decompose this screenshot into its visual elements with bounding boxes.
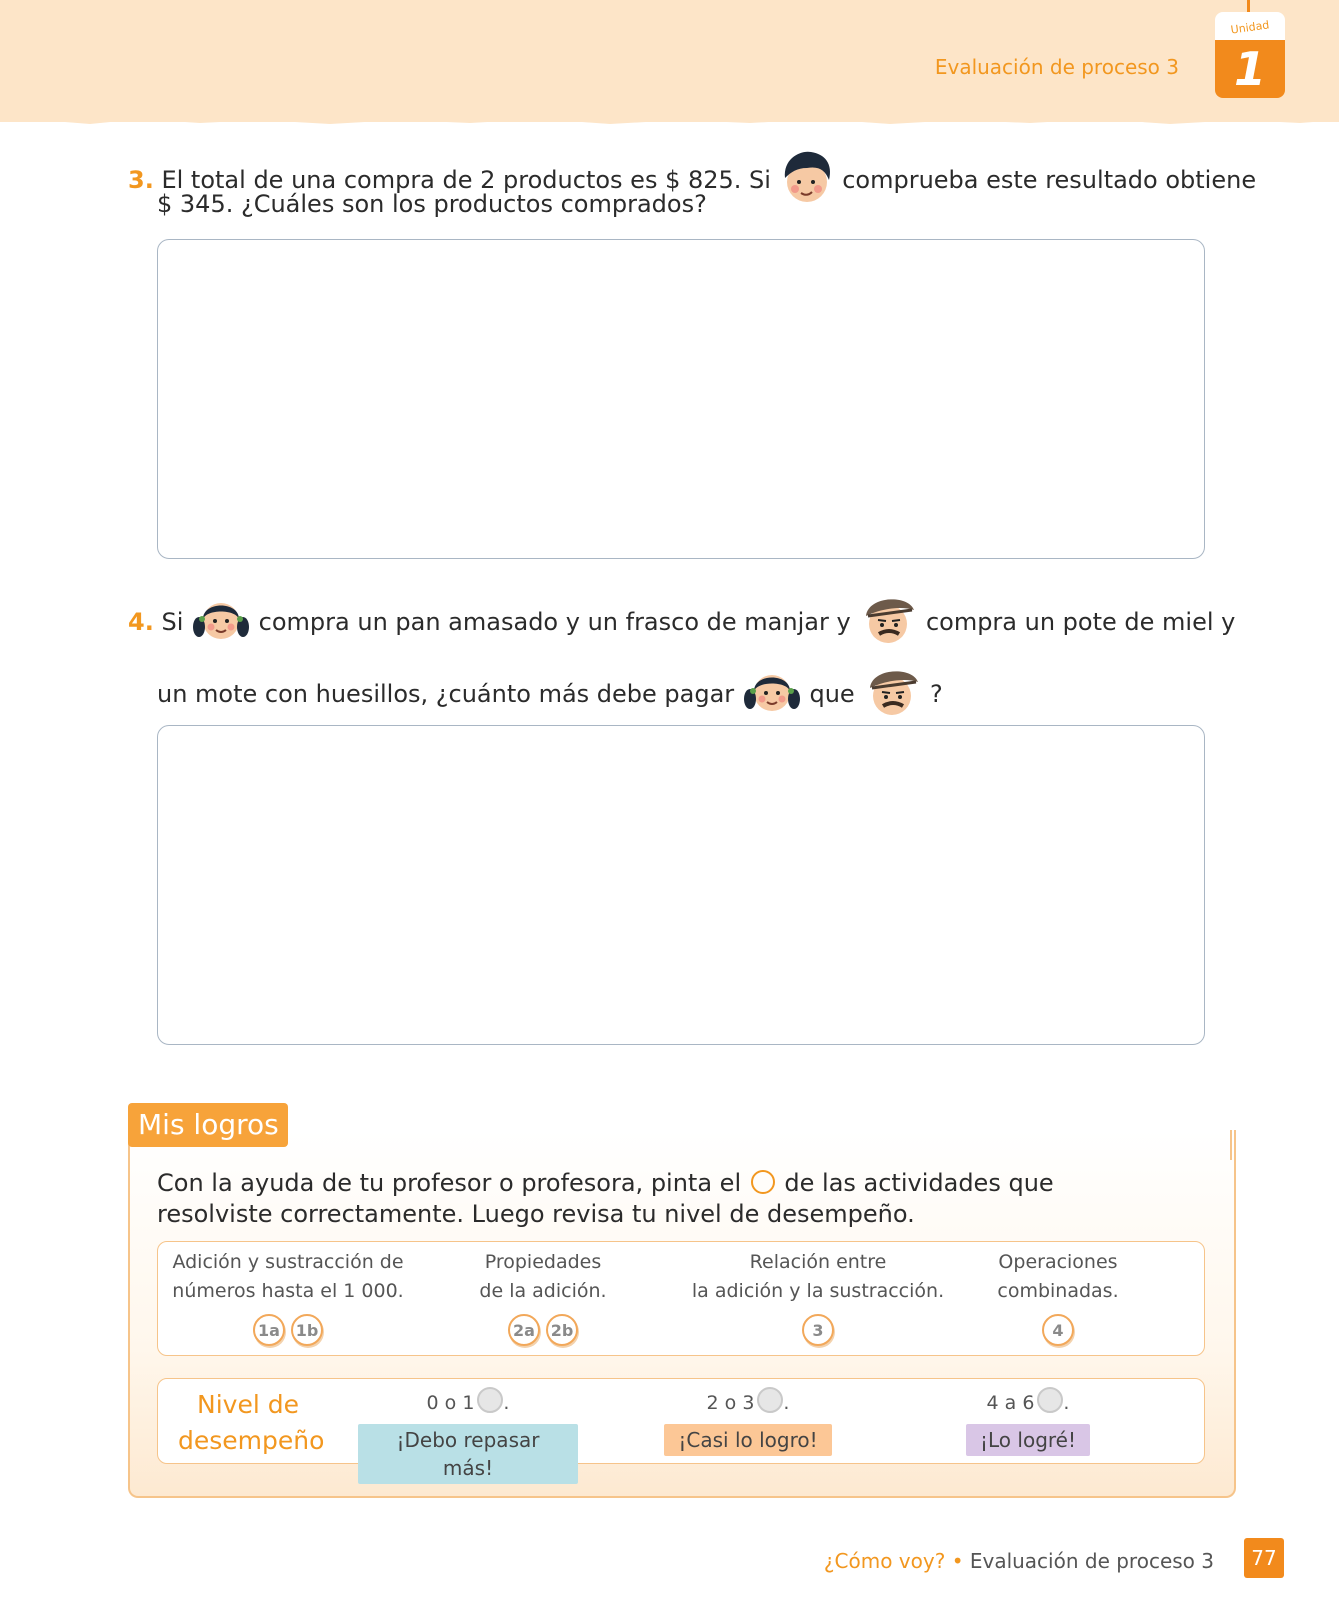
- skill-2-line-2: de la adición.: [479, 1280, 607, 1302]
- level-high-message: ¡Lo logré!: [966, 1424, 1090, 1456]
- question-3-text-b: comprueba este resultado obtiene: [842, 166, 1257, 194]
- page-number: 77: [1244, 1538, 1284, 1578]
- logros-badge: Mis logros: [128, 1103, 288, 1147]
- level-mid-range: 2 o 3: [706, 1392, 755, 1414]
- torn-edge: [0, 112, 1339, 132]
- footer-separator: •: [951, 1549, 964, 1573]
- question-4-text-c: compra un pote de miel y: [925, 608, 1236, 636]
- unit-label: Unidad: [1229, 18, 1271, 37]
- question-3-number: 3.: [128, 166, 154, 194]
- skill-3-line-1: Relación entre: [749, 1251, 887, 1273]
- level-low: 0 o 1 . ¡Debo repasar más!: [358, 1387, 578, 1484]
- level-label-line-1: Nivel de: [197, 1390, 299, 1419]
- section-title: Evaluación de proceso 3: [934, 55, 1179, 79]
- skills-box: [157, 1241, 1205, 1356]
- skill-3-line-2: la adición y la sustracción.: [691, 1280, 945, 1302]
- activity-circle-1a[interactable]: 1a: [253, 1314, 285, 1346]
- skill-4-line-1: Operaciones: [998, 1251, 1118, 1273]
- question-4-text-d: un mote con huesillos, ¿cuánto más debe pagar: [157, 680, 735, 708]
- skill-1: [158, 1248, 418, 1346]
- logros-instruction: [157, 1168, 1157, 1230]
- level-label-line-2: desempeño: [178, 1426, 325, 1455]
- question-4-text-a: Si: [161, 608, 184, 636]
- level-mid-message: ¡Casi lo logro!: [664, 1424, 831, 1456]
- footer: [824, 1549, 1214, 1573]
- question-4-number: 4.: [128, 608, 154, 636]
- question-4-line-1: [128, 590, 1235, 656]
- activity-circle-1b[interactable]: 1b: [291, 1314, 323, 1346]
- logros-frame-edge: [1230, 1130, 1232, 1160]
- skill-2: [428, 1248, 658, 1346]
- skill-4-line-2: combinadas.: [997, 1280, 1119, 1302]
- question-4-text-b: compra un pan amasado y un frasco de manjar y: [258, 608, 851, 636]
- question-3-text-a: El total de una compra de 2 productos es $ 825. Si: [161, 166, 771, 194]
- logros-instruction-a: Con la ayuda de tu profesor o profesora, pinta el: [157, 1169, 742, 1197]
- girl-face-icon: [742, 665, 802, 725]
- scribble-circle-icon: [757, 1387, 783, 1413]
- activity-circle-2a[interactable]: 2a: [508, 1314, 540, 1346]
- footer-section: ¿Cómo voy?: [823, 1549, 946, 1573]
- level-label: [178, 1387, 325, 1459]
- man-face-icon: [858, 590, 918, 656]
- level-low-message: ¡Debo repasar más!: [358, 1424, 578, 1484]
- answer-box-3[interactable]: [157, 239, 1205, 559]
- level-low-range: 0 o 1: [426, 1392, 475, 1414]
- unit-number: 1: [1233, 42, 1266, 96]
- boy-face-icon: [779, 148, 835, 214]
- skill-3: [668, 1248, 968, 1346]
- question-3-line-2: $ 345. ¿Cuáles son los productos comprados?: [157, 190, 707, 218]
- question-4-text-e: que: [809, 680, 855, 708]
- logros-instruction-b: de las actividades que resolviste correctamente. Luego revisa tu nivel de desempeño.: [157, 1169, 1054, 1228]
- circle-icon: [751, 1170, 775, 1194]
- activity-circle-4[interactable]: 4: [1042, 1314, 1074, 1346]
- answer-box-4[interactable]: [157, 725, 1205, 1045]
- question-4-text-f: ?: [929, 680, 943, 708]
- man-face-icon: [862, 662, 922, 728]
- footer-title: Evaluación de proceso 3: [969, 1549, 1214, 1573]
- unit-tab: [1215, 12, 1285, 98]
- girl-face-icon: [191, 593, 251, 653]
- level-mid: 2 o 3 . ¡Casi lo logro!: [638, 1387, 858, 1456]
- level-box: [157, 1378, 1205, 1480]
- skill-1-line-1: Adición y sustracción de: [172, 1251, 404, 1273]
- skill-2-line-1: Propiedades: [484, 1251, 602, 1273]
- activity-circle-3[interactable]: 3: [802, 1314, 834, 1346]
- scribble-circle-icon: [477, 1387, 503, 1413]
- skill-1-line-2: números hasta el 1 000.: [172, 1280, 404, 1302]
- activity-circle-2b[interactable]: 2b: [546, 1314, 578, 1346]
- scribble-circle-icon: [1037, 1387, 1063, 1413]
- level-high: 4 a 6 . ¡Lo logré!: [918, 1387, 1138, 1456]
- question-4-line-2: [157, 662, 943, 728]
- level-high-range: 4 a 6: [986, 1392, 1035, 1414]
- skill-4: [958, 1248, 1158, 1346]
